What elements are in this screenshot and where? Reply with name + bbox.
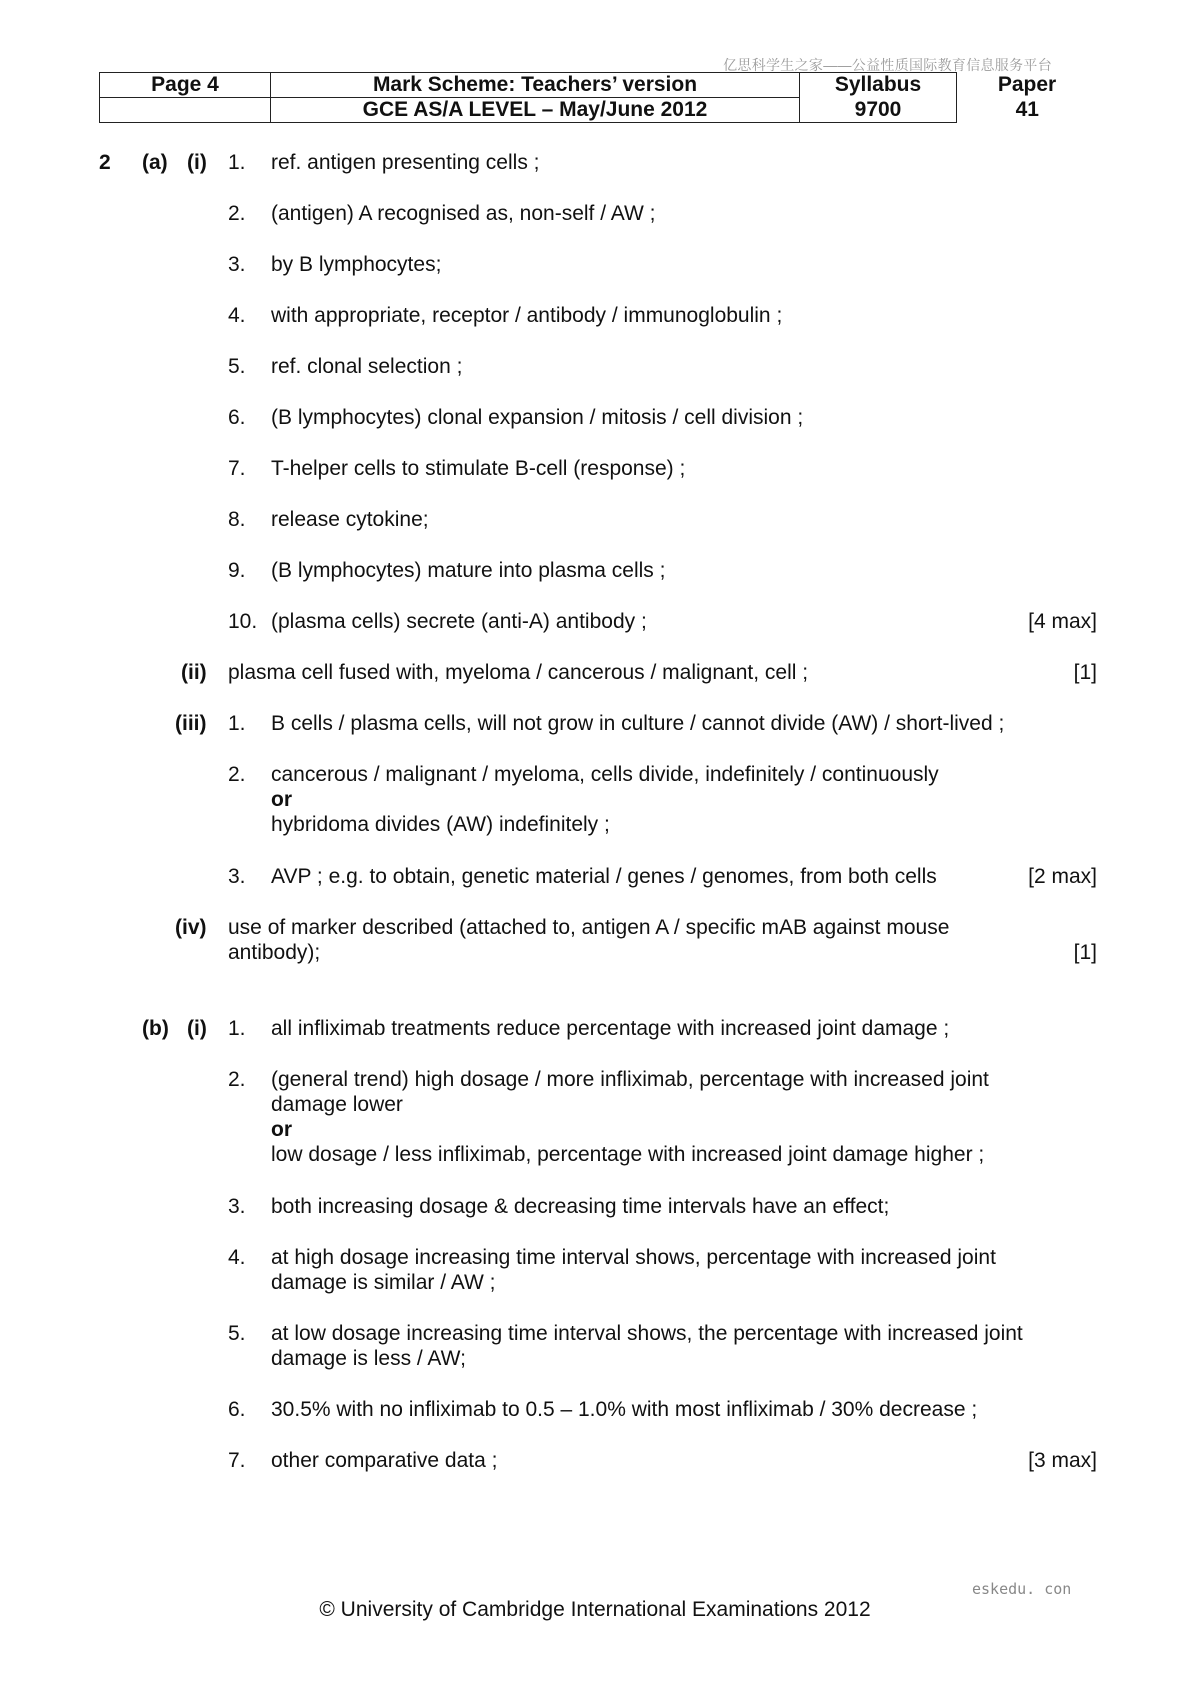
mark-b-i: [3 max] [1028,1449,1097,1472]
list-item: both increasing dosage & decreasing time intervals have an effect; [271,1195,890,1218]
item-number: 1. [228,151,246,174]
a-iv-line: antibody); [228,941,321,964]
header-title: Mark Scheme: Teachers’ version [271,73,800,98]
watermark-top: 亿思科学生之家——公益性质国际教育信息服务平台 [723,57,1052,73]
item-number: 6. [228,1398,246,1421]
header-syllabus-value: 9700 [800,98,957,123]
list-item [271,1321,1091,1371]
list-item-line: at low dosage increasing time interval shows, the percentage with increased joint [271,1322,1023,1345]
list-item: release cytokine; [271,508,429,531]
watermark-bottom: eskedu. con [972,1580,1072,1598]
list-item [271,762,1071,837]
item-number: 7. [228,1449,246,1472]
list-item: by B lymphocytes; [271,253,442,276]
item-number: 5. [228,1322,246,1345]
or-separator: or [271,788,292,811]
header-page: Page 4 [100,73,271,98]
part-a-label: (a) [142,151,168,174]
list-item: AVP ; e.g. to obtain, genetic material / genes / genomes, from both cells [271,865,937,888]
item-number: 2. [228,202,246,225]
sub-ii-label: (ii) [181,661,207,684]
item-number: 1. [228,1017,246,1040]
list-item [271,1067,1091,1167]
header-empty-cell [100,98,271,123]
header-paper-value: 41 [1015,98,1039,121]
list-item-line: low dosage / less infliximab, percentage with increased joint damage higher ; [271,1143,985,1166]
item-number: 8. [228,508,246,531]
mark-a-iv: [1] [1073,941,1097,964]
list-item: ref. antigen presenting cells ; [271,151,540,174]
list-item-line: at high dosage increasing time interval shows, percentage with increased joint [271,1246,996,1269]
item-number: 10. [228,610,258,633]
list-item: (plasma cells) secrete (anti-A) antibody ; [271,610,647,633]
list-item: other comparative data ; [271,1449,498,1472]
question-number: 2 [99,151,111,174]
header-table [99,72,1098,123]
list-item: B cells / plasma cells, will not grow in culture / cannot divide (AW) / short-lived ; [271,712,1005,735]
header-syllabus-label: Syllabus [800,73,957,98]
item-number: 2. [228,1068,246,1091]
item-number: 3. [228,1195,246,1218]
item-number: 9. [228,559,246,582]
item-number: 3. [228,865,246,888]
list-item: (antigen) A recognised as, non-self / AW ; [271,202,656,225]
sub-i-label: (i) [187,151,207,174]
list-item: with appropriate, receptor / antibody / immunoglobulin ; [271,304,783,327]
sub-b-i-label: (i) [187,1017,207,1040]
footer-copyright: © University of Cambridge International Examinations 2012 [319,1598,871,1621]
list-item-line: damage lower [271,1093,403,1116]
a-iv-text [228,915,1068,965]
list-item: 30.5% with no infliximab to 0.5 – 1.0% with most infliximab / 30% decrease ; [271,1398,978,1421]
item-number: 3. [228,253,246,276]
list-item-line: damage is similar / AW ; [271,1271,496,1294]
item-number: 4. [228,1246,246,1269]
list-item: (B lymphocytes) clonal expansion / mitosis / cell division ; [271,406,804,429]
sub-iii-label: (iii) [175,712,207,735]
mark-a-iii: [2 max] [1028,865,1097,888]
list-item: (B lymphocytes) mature into plasma cells ; [271,559,666,582]
header-paper-label: Paper [997,73,1057,96]
list-item-line: hybridoma divides (AW) indefinitely ; [271,813,610,836]
item-number: 1. [228,712,246,735]
list-item-line: cancerous / malignant / myeloma, cells divide, indefinitely / continuously [271,763,939,786]
header-subtitle: GCE AS/A LEVEL – May/June 2012 [271,98,800,123]
item-number: 2. [228,763,246,786]
or-separator: or [271,1118,292,1141]
part-b-label: (b) [142,1017,169,1040]
list-item: ref. clonal selection ; [271,355,463,378]
sub-iv-label: (iv) [175,916,207,939]
item-number: 6. [228,406,246,429]
a-ii-text: plasma cell fused with, myeloma / cancerous / malignant, cell ; [228,661,809,684]
list-item-line: (general trend) high dosage / more infliximab, percentage with increased joint [271,1068,989,1091]
a-iv-line: use of marker described (attached to, antigen A / specific mAB against mouse [228,916,950,939]
list-item: all infliximab treatments reduce percentage with increased joint damage ; [271,1017,950,1040]
list-item [271,1245,1091,1295]
mark-a-i: [4 max] [1028,610,1097,633]
list-item-line: damage is less / AW; [271,1347,466,1370]
item-number: 7. [228,457,246,480]
list-item: T-helper cells to stimulate B-cell (response) ; [271,457,686,480]
mark-a-ii: [1] [1073,661,1097,684]
item-number: 5. [228,355,246,378]
item-number: 4. [228,304,246,327]
